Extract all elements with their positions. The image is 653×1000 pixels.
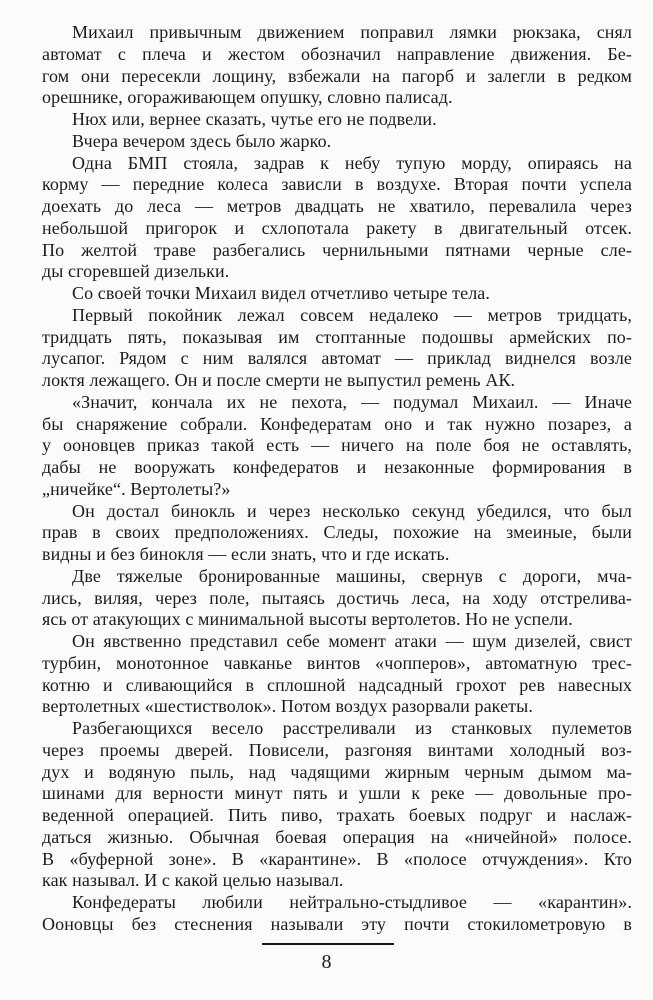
text-line: Одна БМП стояла, задрав к небу тупую морду, опираясь на [72, 152, 632, 173]
text-line: Нюх или, вернее сказать, чутье его не подвели. [72, 109, 437, 129]
text-line: Первый покойник лежал совсем недалеко — метров тридцать, [72, 304, 632, 325]
text-line: прав в своих предположениях. Следы, похожие на змеиные, были [42, 522, 632, 543]
text-line: доехать до леса — метров двадцать не хватило, перевалила через [42, 196, 632, 216]
text-line: ясь от атакующих с минимальной высоты вертолетов. Но не успели. [42, 609, 573, 630]
text-line: лись, виляя, через поле, пытаясь достичь леса, на ходу отстрелива- [42, 587, 632, 608]
text-line: Разбегающихся весело расстреливали из станковых пулеметов [72, 718, 632, 738]
text-line: „ничейке“. Вертолеты?» [42, 478, 231, 499]
text-line: даться жизнью. Обычная боевая операция на «ничейной» полосе. [42, 826, 632, 847]
text-line: Он явственно представил себе момент атаки — шум дизелей, свист [72, 631, 632, 651]
text-line: гом они пересекли лощину, взбежали на пагорб и залегли в редком [42, 65, 632, 86]
text-line: видны и без бинокля — если знать, что и где искать. [42, 544, 450, 564]
text-line: Со своей точки Михаил видел отчетливо четыре тела. [72, 283, 490, 303]
text-line: «Значит, кончала их не пехота, — подумал Михаил. — Иначе [72, 391, 632, 412]
text-line: Вчера вечером здесь было жарко. [72, 130, 332, 151]
text-line: локтя лежащего. Он и после смерти не выпустил ремень АК. [42, 370, 516, 390]
page-number: 8 [321, 951, 332, 973]
text-line: ды сгоревшей дизельки. [42, 261, 230, 282]
text-line: через проемы дверей. Повисели, разгоняя винтами холодный воз- [42, 739, 632, 760]
text-line: Конфедераты любили нейтрально-стыдливое — «карантин». [72, 892, 632, 912]
text-line: Ооновцы без стеснения называли эту почти стокилометровую в [42, 913, 632, 934]
text-line: корму — передние колеса зависли в воздухе. Вторая почти успела [42, 174, 632, 195]
footer-divider [262, 943, 394, 945]
text-line: лусапог. Рядом с ним валялся автомат — приклад виднелся возле [42, 348, 632, 369]
text-line: По желтой траве разбегались чернильными пятнами черные сле- [42, 239, 632, 260]
text-line: В «буферной зоне». В «карантине». В «полосе отчуждения». Кто [42, 848, 632, 869]
text-line: котню и сливающийся в сплошной надсадный грохот рев навесных [42, 674, 632, 695]
text-line: дабы не вооружать конфедератов и незаконные формирования в [42, 457, 632, 477]
text-line: тридцать пять, показывая им стоптанные подошвы армейских по- [42, 326, 632, 347]
text-line: веденной операцией. Пить пиво, трахать боевых подруг и наслаж- [42, 805, 632, 825]
text-line: у ооновцев приказ такой есть — ничего на поле боя не оставлять, [42, 435, 632, 456]
text-line: Михаил привычным движением поправил лямки рюкзака, снял [72, 22, 632, 42]
text-line: турбин, монотонное чавканье винтов «чопперов», автоматную трес- [42, 652, 632, 673]
text-line: как называл. И с какой целью называл. [42, 870, 344, 891]
text-line: автомат с плеча и жестом обозначил направление движения. Бе- [42, 43, 632, 64]
text-line: дух и водяную пыль, над чадящими жирным черным дымом ма- [42, 761, 632, 782]
text-line: Он достал бинокль и через несколько секунд убедился, что был [72, 500, 632, 521]
page-text [42, 22, 632, 936]
text-line: орешнике, огораживающем опушку, словно палисад. [42, 87, 453, 108]
text-line: шинами для верности минут пять и ушли к реке — довольные про- [42, 783, 632, 804]
text-line: небольшой пригорок и схлопотала ракету в двигательный отсек. [42, 217, 632, 238]
text-line: Две тяжелые бронированные машины, свернув с дороги, мча- [72, 565, 632, 586]
text-line: бы снаряжение собрали. Конфедератам оно и так нужно позарез, а [42, 413, 632, 434]
text-line: вертолетных «шестистволок». Потом воздух разорвали ракеты. [42, 696, 533, 717]
